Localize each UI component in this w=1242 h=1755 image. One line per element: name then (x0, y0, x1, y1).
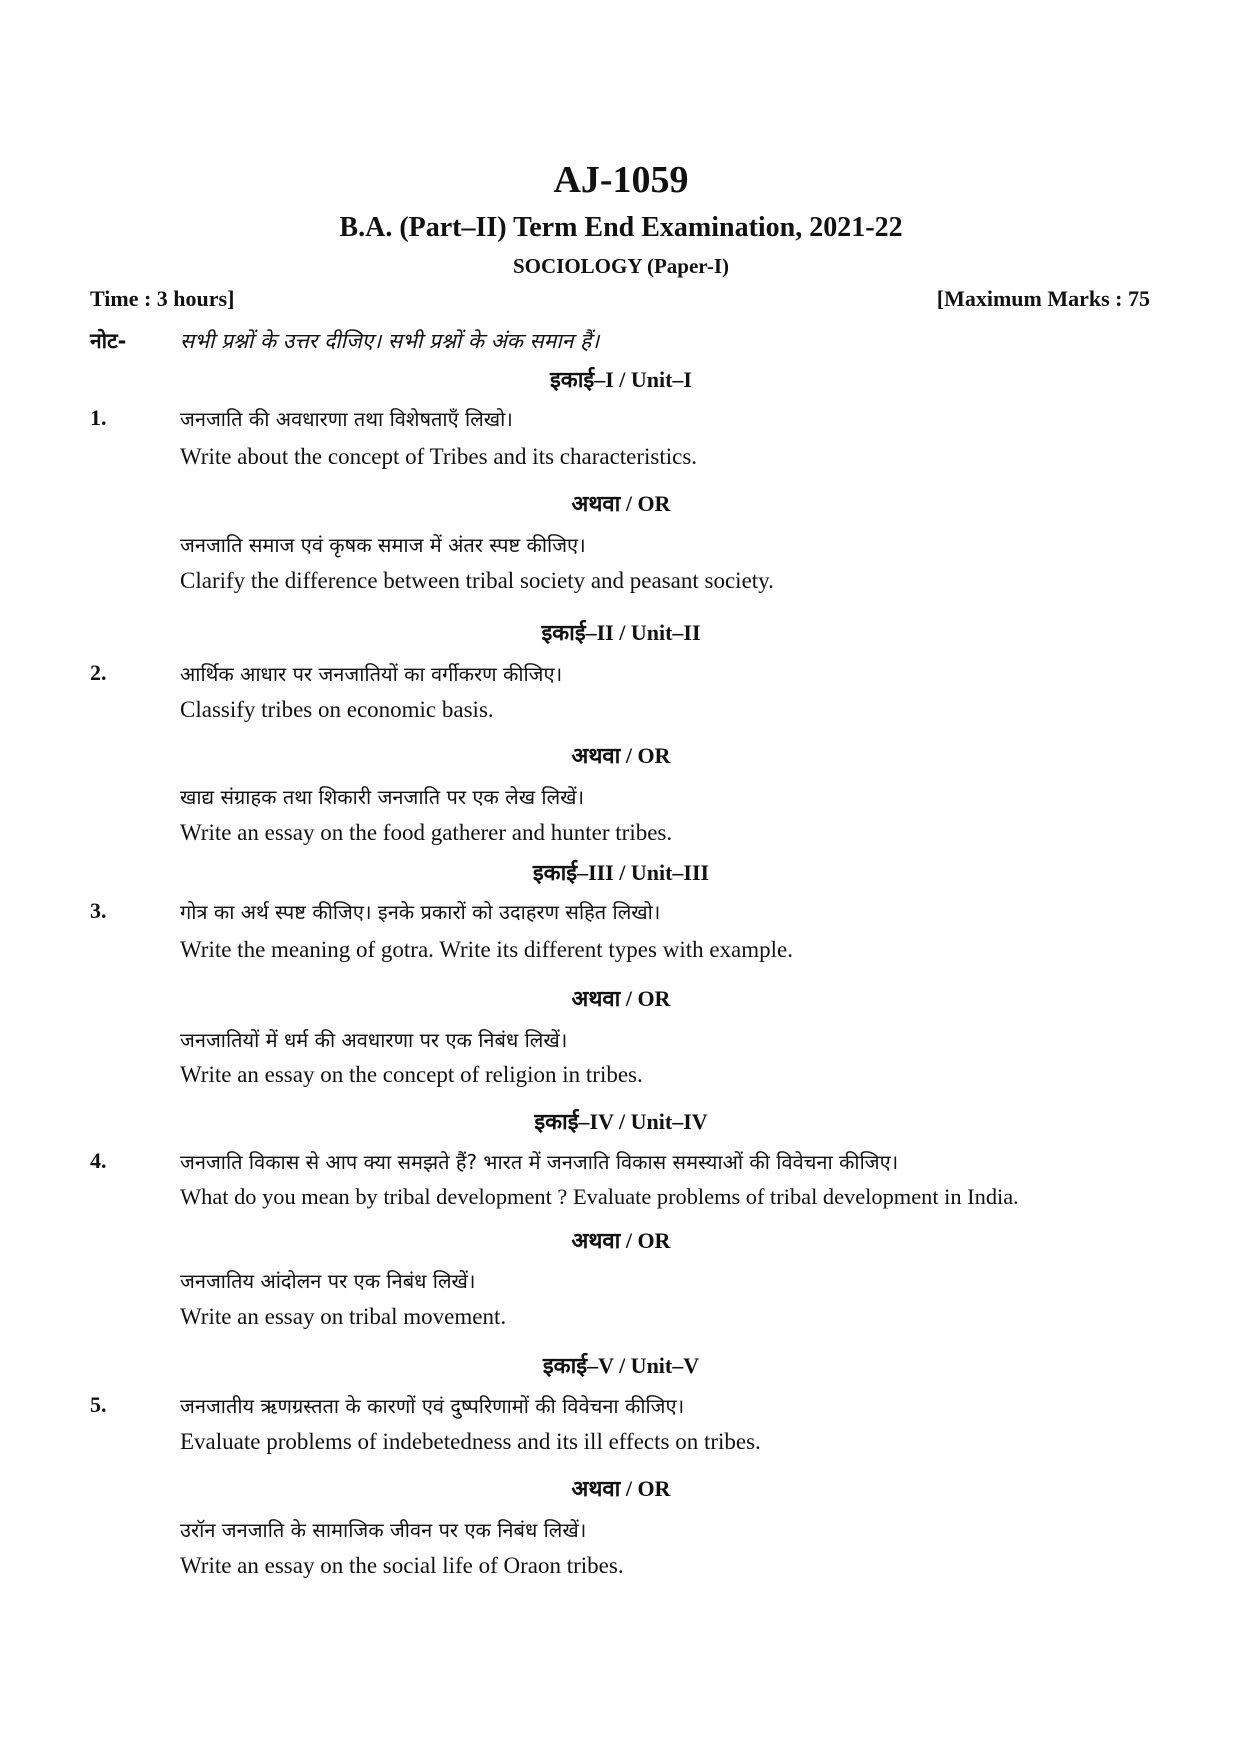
unit-heading: इकाई–I / Unit–I (550, 367, 692, 392)
time-allowed: Time : 3 hours] (90, 286, 235, 311)
question-number: 2. (90, 660, 107, 685)
exam-title: B.A. (Part–II) Term End Examination, 2021-22 (339, 212, 903, 243)
question-hindi-alternate: उरॉन जनजाति के सामाजिक जीवन पर एक निबंध लिखें। (180, 1518, 587, 1542)
question-hindi-alternate: जनजातियों में धर्म की अवधारणा पर एक निबंध लिखें। (180, 1028, 568, 1052)
question-english: Evaluate problems of indebetedness and its ill effects on tribes. (180, 1429, 761, 1454)
or-separator: अथवा / OR (571, 1476, 671, 1501)
or-separator: अथवा / OR (571, 1228, 671, 1253)
question-hindi: जनजातीय ऋणग्रस्तता के कारणों एवं दुष्परिणामों की विवेचना कीजिए। (180, 1394, 685, 1418)
question-number: 3. (90, 898, 107, 923)
question-hindi: जनजाति विकास से आप क्या समझते हैं? भारत में जनजाति विकास समस्याओं की विवेचना कीजिए। (180, 1150, 899, 1174)
question-english-alternate: Write an essay on the social life of Oraon tribes. (180, 1553, 624, 1578)
question-hindi: जनजाति की अवधारणा तथा विशेषताएँ लिखो। (180, 407, 513, 431)
question-hindi-alternate: जनजातिय आंदोलन पर एक निबंध लिखें। (180, 1269, 476, 1293)
maximum-marks: [Maximum Marks : 75 (936, 286, 1150, 311)
paper-code: AJ-1059 (553, 159, 689, 201)
note-text: सभी प्रश्नों के उत्तर दीजिए। सभी प्रश्नों के अंक समान हैं। (180, 329, 600, 353)
question-english: Write the meaning of gotra. Write its different types with example. (180, 937, 794, 962)
or-separator: अथवा / OR (571, 743, 671, 768)
unit-heading: इकाई–IV / Unit–IV (534, 1109, 708, 1134)
question-english: What do you mean by tribal development ? Evaluate problems of tribal development in India. (180, 1184, 1019, 1209)
note-label: नोट- (90, 329, 127, 353)
question-number: 5. (90, 1392, 107, 1417)
or-separator: अथवा / OR (571, 986, 671, 1011)
question-number: 4. (90, 1148, 107, 1173)
question-english-alternate: Write an essay on the concept of religion in tribes. (180, 1062, 643, 1087)
question-english: Write about the concept of Tribes and its characteristics. (180, 444, 698, 469)
unit-heading: इकाई–II / Unit–II (541, 620, 701, 645)
question-english-alternate: Clarify the difference between tribal society and peasant society. (180, 568, 774, 593)
unit-heading: इकाई–V / Unit–V (542, 1353, 700, 1378)
question-english: Classify tribes on economic basis. (180, 697, 494, 722)
question-hindi: आर्थिक आधार पर जनजातियों का वर्गीकरण कीजिए। (180, 662, 563, 686)
question-hindi-alternate: खाद्य संग्राहक तथा शिकारी जनजाति पर एक लेख लिखें। (180, 785, 585, 809)
question-hindi-alternate: जनजाति समाज एवं कृषक समाज में अंतर स्पष्ट कीजिए। (180, 533, 586, 557)
question-english-alternate: Write an essay on tribal movement. (180, 1304, 507, 1329)
or-separator: अथवा / OR (571, 491, 671, 516)
unit-heading: इकाई–III / Unit–III (532, 860, 710, 885)
question-hindi: गोत्र का अर्थ स्पष्ट कीजिए। इनके प्रकारों को उदाहरण सहित लिखो। (180, 900, 661, 924)
subject-title: SOCIOLOGY (Paper-I) (512, 254, 730, 278)
question-number: 1. (90, 405, 107, 430)
question-english-alternate: Write an essay on the food gatherer and hunter tribes. (180, 820, 673, 845)
